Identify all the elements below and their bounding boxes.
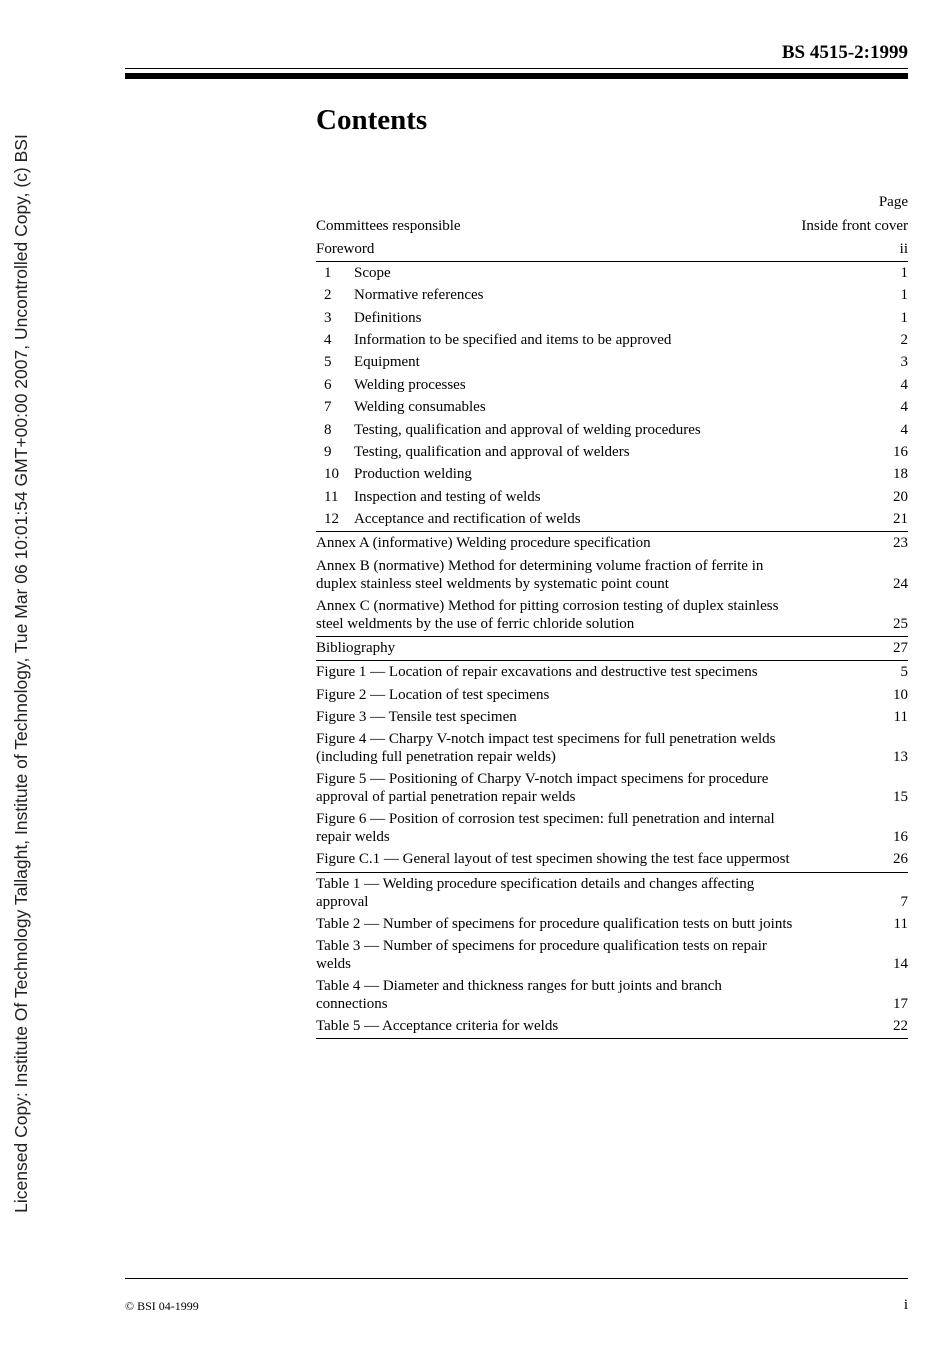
toc-entry-page: 3 — [900, 354, 908, 371]
toc-entry-title — [316, 557, 893, 593]
toc-entry-line: approval — [316, 893, 369, 910]
toc-entry-number: 3 — [324, 309, 332, 326]
toc-body — [316, 215, 908, 1039]
toc-clause-item[interactable] — [316, 486, 908, 508]
toc-entry-line: Table 1 — Welding procedure specification details and changes affecting — [316, 875, 755, 892]
toc-entry-number: 7 — [324, 399, 332, 416]
toc-entry-line: Equipment — [354, 354, 420, 371]
toc-entry-line: repair welds — [316, 829, 390, 846]
toc-entry-title — [354, 309, 901, 327]
toc-entry-page: 17 — [893, 995, 908, 1012]
toc-entry-title — [316, 240, 900, 258]
toc-entry-page: 24 — [893, 575, 908, 592]
toc-figure-item[interactable] — [316, 728, 908, 768]
toc-entry-title — [354, 353, 901, 371]
toc-clause-item[interactable] — [316, 508, 908, 530]
toc-entry-number: 10 — [324, 466, 339, 483]
toc-annex-item[interactable] — [316, 595, 908, 635]
toc-entry-line: Acceptance and rectification of welds — [354, 511, 581, 528]
toc-entry-title — [316, 850, 893, 868]
toc-entry-number: 2 — [324, 287, 332, 304]
toc-entry-line: Figure 5 — Positioning of Charpy V-notch impact specimens for procedure — [316, 771, 769, 788]
toc-entry-line: welds — [316, 955, 351, 972]
toc-entry-line: Testing, qualification and approval of welders — [354, 443, 630, 460]
toc-entry-title — [316, 217, 801, 235]
toc-clause-item[interactable] — [316, 307, 908, 329]
toc-entry-page: 22 — [893, 1018, 908, 1035]
toc-figure-item[interactable] — [316, 706, 908, 728]
toc-entry-title — [316, 915, 894, 933]
footer-rule — [125, 1278, 908, 1279]
toc-entry-number: 6 — [324, 376, 332, 393]
toc-entry-number: 4 — [324, 332, 332, 349]
toc-entry-page: 26 — [893, 851, 908, 868]
toc-front-item[interactable] — [316, 237, 908, 259]
toc-entry-line: connections — [316, 995, 388, 1012]
toc-entry-line: Information to be specified and items to be approved — [354, 332, 672, 349]
toc-entry-title — [316, 597, 893, 633]
toc-entry-line: duplex stainless steel weldments by systematic point count — [316, 575, 669, 592]
toc-entry-line: Inspection and testing of welds — [354, 488, 541, 505]
toc-entry-title — [316, 937, 893, 973]
toc-entry-page: 16 — [893, 443, 908, 460]
toc-entry-page: 25 — [893, 615, 908, 632]
toc-clause-item[interactable] — [316, 374, 908, 396]
toc-page-label: Page — [878, 194, 908, 210]
toc-front-item[interactable] — [316, 215, 908, 237]
toc-entry-line: Welding consumables — [354, 399, 486, 416]
toc-table-item[interactable] — [316, 975, 908, 1015]
toc-entry-title — [316, 810, 893, 846]
toc-entry-page: 15 — [893, 789, 908, 806]
toc-entry-line: Scope — [354, 264, 391, 281]
toc-entry-page: 4 — [900, 376, 908, 393]
toc-figure-item[interactable] — [316, 683, 908, 705]
toc-entry-line: Bibliography — [316, 639, 396, 656]
toc-table-item[interactable] — [316, 935, 908, 975]
toc-entry-page: 18 — [893, 466, 908, 483]
toc-figure-item[interactable] — [316, 848, 908, 870]
header-rule-thin — [125, 68, 908, 69]
toc-entry-line: Annex A (informative) Welding procedure specification — [316, 535, 651, 552]
toc-table-item[interactable] — [316, 913, 908, 935]
toc-entry-title — [354, 286, 901, 304]
page-title: Contents — [316, 104, 428, 136]
toc-entry-page: 14 — [893, 955, 908, 972]
toc-entry-page: 1 — [900, 264, 908, 281]
toc-entry-page: 2 — [900, 332, 908, 349]
toc-entry-number: 1 — [324, 264, 332, 281]
toc-entry-title — [316, 686, 893, 704]
toc-figure-item[interactable] — [316, 808, 908, 848]
toc-entry-title — [316, 875, 901, 911]
toc-end-rule — [316, 1038, 908, 1039]
toc-entry-title — [316, 708, 894, 726]
toc-entry-title — [354, 488, 893, 506]
toc-figure-item[interactable] — [316, 768, 908, 808]
license-notice-text: Licensed Copy: Institute Of Technology Tallaght, Institute of Technology, Tue Mar 06 10:01:54 GMT+00:00 2007, Uncontrolled Copy, (c) BSI — [10, 133, 31, 1213]
toc-entry-page: 13 — [893, 749, 908, 766]
header-rule-thick — [125, 73, 908, 79]
toc-entry-line: Figure 2 — Location of test specimens — [316, 686, 550, 703]
toc-entry-title — [354, 331, 901, 349]
toc-entry-line: Figure 1 — Location of repair excavations and destructive test specimens — [316, 664, 758, 681]
toc-entry-page: ii — [899, 240, 908, 257]
toc-clause-item[interactable] — [316, 329, 908, 351]
toc-entry-title — [316, 639, 893, 657]
toc-clause-item[interactable] — [316, 284, 908, 306]
toc-entry-title — [354, 398, 901, 416]
toc-entry-title — [316, 534, 893, 552]
toc-entry-line: steel weldments by the use of ferric chloride solution — [316, 615, 635, 632]
toc-entry-line: Foreword — [316, 240, 375, 257]
toc-clause-item[interactable] — [316, 351, 908, 373]
toc-clause-item[interactable] — [316, 396, 908, 418]
toc-entry-line: (including full penetration repair welds) — [316, 749, 556, 766]
toc-entry-page: 10 — [893, 686, 908, 703]
toc-entry-page: 1 — [900, 309, 908, 326]
toc-entry-page: 11 — [893, 915, 908, 932]
toc-entry-line: Table 4 — Diameter and thickness ranges for butt joints and branch — [316, 977, 722, 994]
toc-entry-page: 1 — [900, 287, 908, 304]
toc-clause-item[interactable] — [316, 463, 908, 485]
toc-entry-line: Table 2 — Number of specimens for procedure qualification tests on butt joints — [316, 915, 793, 932]
toc-entry-line: Testing, qualification and approval of welding procedures — [354, 421, 701, 438]
toc-entry-number: 9 — [324, 443, 332, 460]
toc-annex-item[interactable] — [316, 531, 908, 554]
toc-entry-page: 11 — [893, 708, 908, 725]
toc-annex-item[interactable] — [316, 555, 908, 595]
footer-copyright: © BSI 04-1999 — [125, 1299, 199, 1313]
toc-entry-page: 16 — [893, 829, 908, 846]
table-of-contents — [316, 193, 908, 1039]
toc-entry-page: 20 — [893, 488, 908, 505]
toc-entry-number: 8 — [324, 421, 332, 438]
toc-entry-title — [316, 770, 893, 806]
toc-entry-page: 5 — [900, 664, 908, 681]
toc-entry-title — [316, 730, 893, 766]
toc-entry-line: Normative references — [354, 287, 484, 304]
toc-table-item[interactable] — [316, 1015, 908, 1037]
toc-entry-page: Inside front cover — [801, 218, 908, 235]
toc-entry-line: Production welding — [354, 466, 472, 483]
toc-entry-title — [354, 264, 901, 282]
toc-figure-item[interactable] — [316, 660, 908, 683]
toc-bibliography-item[interactable] — [316, 636, 908, 659]
toc-page-column-header — [316, 193, 908, 215]
toc-entry-title — [354, 510, 893, 528]
toc-entry-line: approval of partial penetration repair welds — [316, 789, 576, 806]
toc-entry-number: 5 — [324, 354, 332, 371]
toc-entry-page: 7 — [900, 893, 908, 910]
toc-entry-number: 11 — [324, 488, 339, 505]
toc-table-item[interactable] — [316, 872, 908, 913]
toc-entry-line: Figure 6 — Position of corrosion test specimen: full penetration and internal — [316, 811, 775, 828]
toc-entry-line: Welding processes — [354, 376, 466, 393]
toc-entry-line: Committees responsible — [316, 218, 461, 235]
toc-entry-line: Table 3 — Number of specimens for procedure qualification tests on repair — [316, 937, 767, 954]
toc-entry-title — [354, 443, 893, 461]
toc-entry-line: Figure 4 — Charpy V-notch impact test specimens for full penetration welds — [316, 731, 776, 748]
license-notice — [8, 78, 34, 1268]
toc-entry-title — [316, 1017, 893, 1035]
toc-entry-title — [316, 663, 901, 681]
toc-entry-page: 27 — [893, 639, 908, 656]
footer-page-number: i — [903, 1297, 908, 1313]
toc-entry-line: Annex C (normative) Method for pitting corrosion testing of duplex stainless — [316, 597, 779, 614]
toc-entry-page: 23 — [893, 535, 908, 552]
toc-entry-title — [316, 977, 893, 1013]
toc-entry-page: 21 — [893, 511, 908, 528]
toc-entry-page: 4 — [900, 421, 908, 438]
toc-clause-item[interactable] — [316, 441, 908, 463]
toc-entry-line: Definitions — [354, 309, 422, 326]
toc-entry-line: Figure C.1 — General layout of test specimen showing the test face uppermost — [316, 851, 790, 868]
toc-entry-title — [354, 376, 901, 394]
toc-entry-line: Table 5 — Acceptance criteria for welds — [316, 1018, 559, 1035]
toc-entry-page: 4 — [900, 399, 908, 416]
toc-entry-line: Annex B (normative) Method for determining volume fraction of ferrite in — [316, 557, 764, 574]
toc-entry-title — [354, 465, 893, 483]
document-code: BS 4515-2:1999 — [781, 42, 908, 63]
toc-clause-item[interactable] — [316, 418, 908, 440]
toc-entry-line: Figure 3 — Tensile test specimen — [316, 708, 517, 725]
toc-entry-number: 12 — [324, 511, 339, 528]
toc-clause-item[interactable] — [316, 261, 908, 284]
toc-entry-title — [354, 421, 901, 439]
